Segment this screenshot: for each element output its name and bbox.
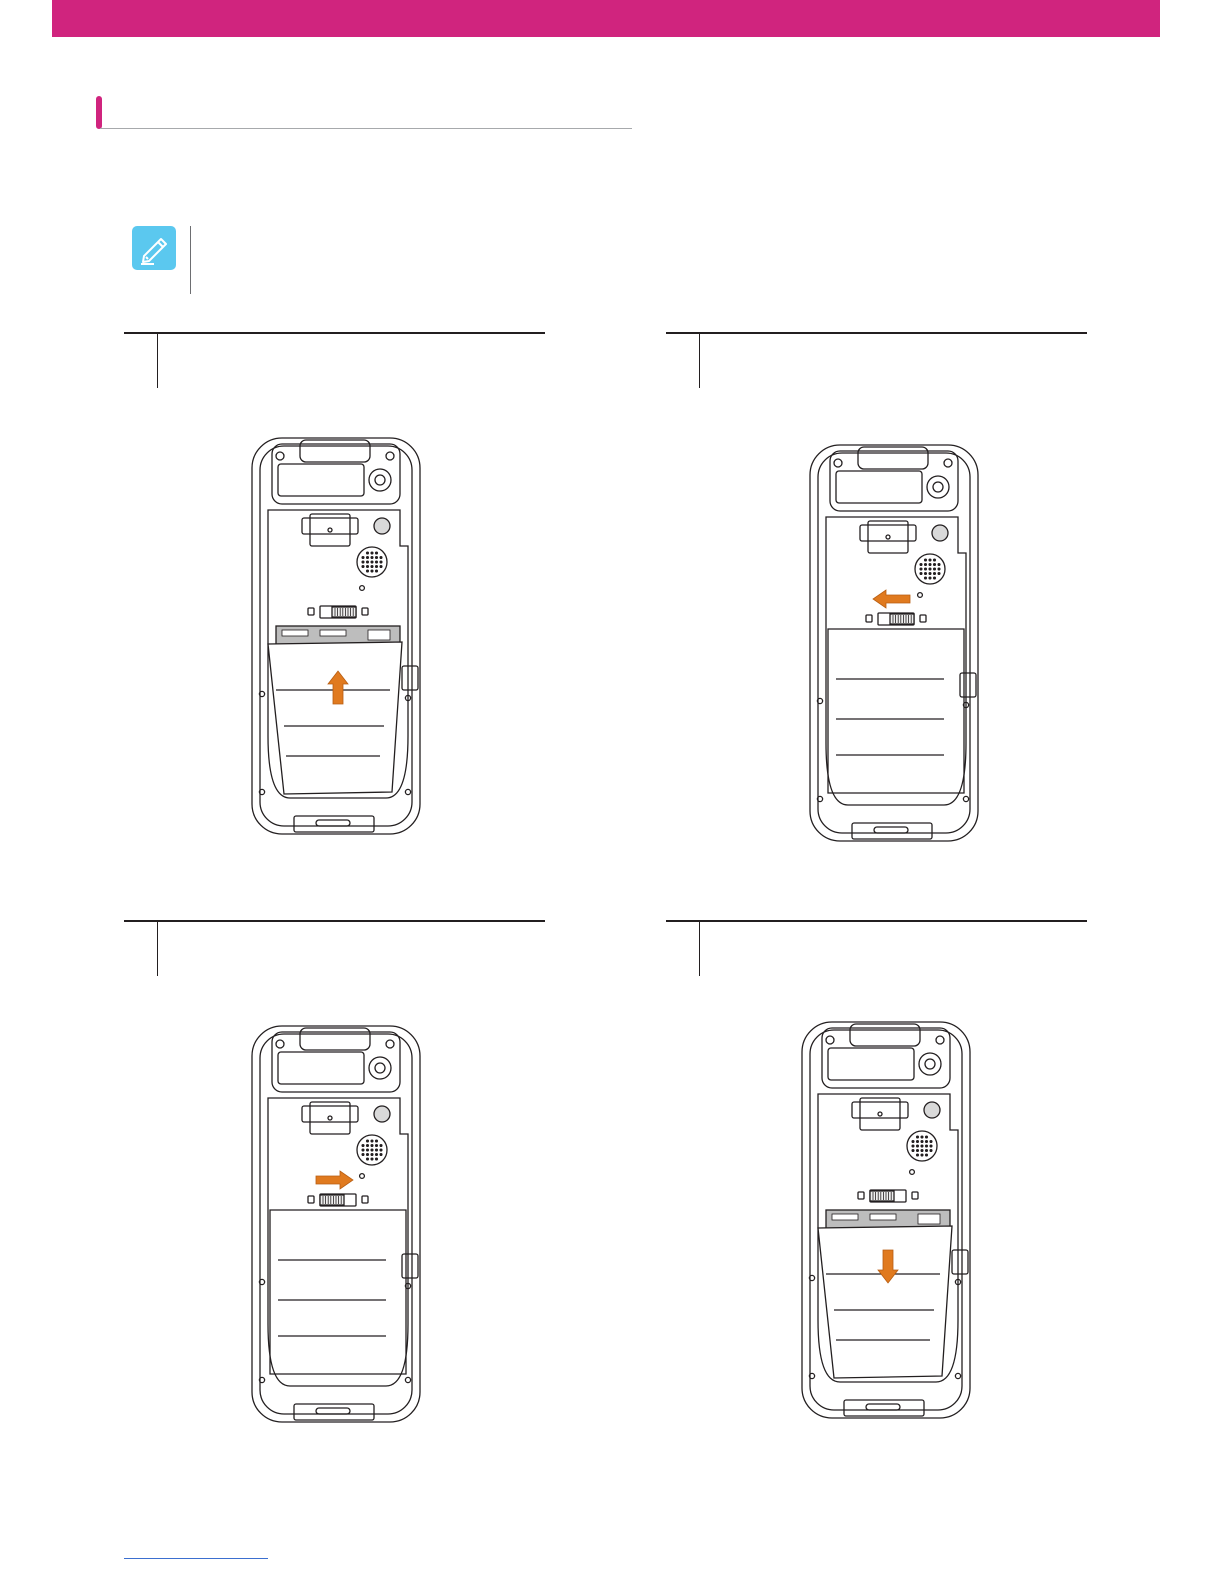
footer-link-underline	[124, 1558, 268, 1559]
step-1-number-divider	[157, 334, 158, 388]
note-divider	[190, 226, 191, 294]
step-1-rule	[124, 332, 545, 334]
step-3-rule	[124, 920, 545, 922]
header-bar	[52, 0, 1160, 37]
step-4-device-illustration	[800, 1020, 976, 1420]
step-2-rule	[666, 332, 1087, 334]
section-marker	[96, 96, 102, 129]
step-3-device-illustration	[250, 1024, 426, 1424]
pencil-note-icon	[132, 226, 176, 270]
step-4-number-divider	[699, 922, 700, 976]
step-4-rule	[666, 920, 1087, 922]
step-1-device-illustration	[250, 436, 426, 836]
section-title-rule	[100, 128, 632, 129]
step-2-device-illustration	[808, 443, 984, 843]
step-2-number-divider	[699, 334, 700, 388]
step-3-number-divider	[157, 922, 158, 976]
